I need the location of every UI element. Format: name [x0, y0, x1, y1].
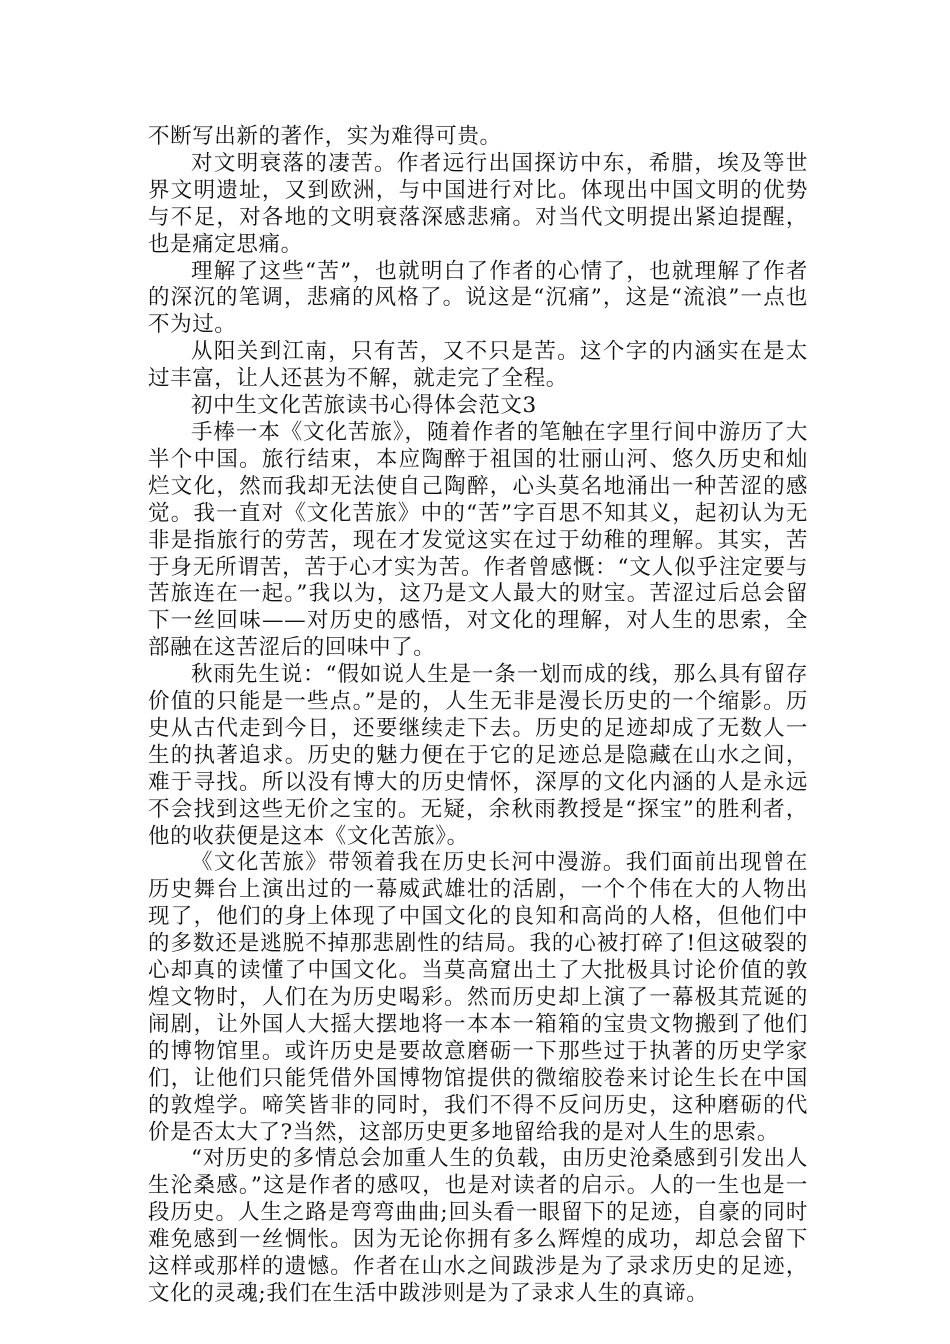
- paragraph: 对文明衰落的凄苦。作者远行出国探访中东，希腊，埃及等世界文明遗址，又到欧洲，与中国进行对比。体现出中国文明的优势与不足，对各地的文明衰落深感悲痛。对当代文明提出紧迫提醒，也是痛定思痛。: [148, 150, 808, 257]
- paragraph: 理解了这些“苦”，也就明白了作者的心情了，也就理解了作者的深沉的笔调，悲痛的风格了。说这是“沉痛”，这是“流浪”一点也不为过。: [148, 258, 808, 338]
- paragraph: “对历史的多情总会加重人生的负载，由历史沧桑感到引发出人生沦桑感。”这是作者的感叹，也是对读者的启示。人的一生也是一段历史。人生之路是弯弯曲曲;回头看一眼留下的足迹，自豪的同时难免感到一丝惆怅。因为无论你拥有多么辉煌的成功，却总会留下这样或那样的遗憾。作者在山水之间跋涉是为了录求历史的足迹，文化的灵魂;我们在生活中跋涉则是为了录求人生的真谛。: [148, 1146, 808, 1306]
- section-title: 初中生文化苦旅读书心得体会范文3: [191, 393, 537, 419]
- paragraph: 秋雨先生说：“假如说人生是一条一划而成的线，那么具有留存价值的只能是一些点。”是的，人生无非是漫长历史的一个缩影。历史从古代走到今日，还要继续走下去。历史的足迹却成了无数人一生的执著追求。历史的魅力便在于它的足迹总是隐藏在山水之间，难于寻找。所以没有博大的历史情怀，深厚的文化内涵的人是永远不会找到这些无价之宝的。无疑，余秋雨教授是“探宝”的胜利者，他的收获便是这本《文化苦旅》。: [148, 662, 808, 849]
- paragraph: 手棒一本《文化苦旅》，随着作者的笔触在字里行间中游历了大半个中国。旅行结束，本应陶醉于祖国的壮丽山河、悠久历史和灿烂文化，然而我却无法使自己陶醉，心头莫名地涌出一种苦涩的感觉。我一直对《文化苦旅》中的“苦”字百思不知其义，起初认为无非是指旅行的劳苦，现在才发觉这实在过于幼稚的理解。其实，苦于身无所谓苦，苦于心才实为苦。作者曾感慨：“文人似乎注定要与苦旅连在一起。”我以为，这乃是文人最大的财宝。苦涩过后总会留下一丝回味——对历史的感悟，对文化的理解，对人生的思索，全部融在这苦涩后的回味中了。: [148, 419, 808, 661]
- document-body: [148, 124, 808, 1308]
- paragraph: 从阳关到江南，只有苦，又不只是苦。这个字的内涵实在是太过丰富，让人还甚为不解，就走完了全程。: [148, 339, 808, 392]
- paragraph-continued: 不断写出新的著作，实为难得可贵。: [148, 124, 502, 149]
- paragraph: 《文化苦旅》带领着我在历史长河中漫游。我们面前出现曾在历史舞台上演出过的一幕威武雄壮的活剧，一个个伟在大的人物出现了，他们的身上体现了中国文化的良知和高尚的人格，但他们中的多数还是逃脱不掉那悲剧性的结局。我的心被打碎了!但这破裂的心却真的读懂了中国文化。当莫高窟出土了大批极具讨论价值的敦煌文物时，人们在为历史喝彩。然而历史却上演了一幕极其荒诞的闹剧，让外国人大摇大摆地将一本本一箱箱的宝贵文物搬到了他们的博物馆里。或许历史是要故意磨砺一下那些过于执著的历史学家们，让他们只能凭借外国博物馆提供的微缩胶卷来讨论生长在中国的敦煌学。啼笑皆非的同时，我们不得不反问历史，这种磨砺的代价是否太大了?当然，这部历史更多地留给我的是对人生的思索。: [148, 850, 808, 1145]
